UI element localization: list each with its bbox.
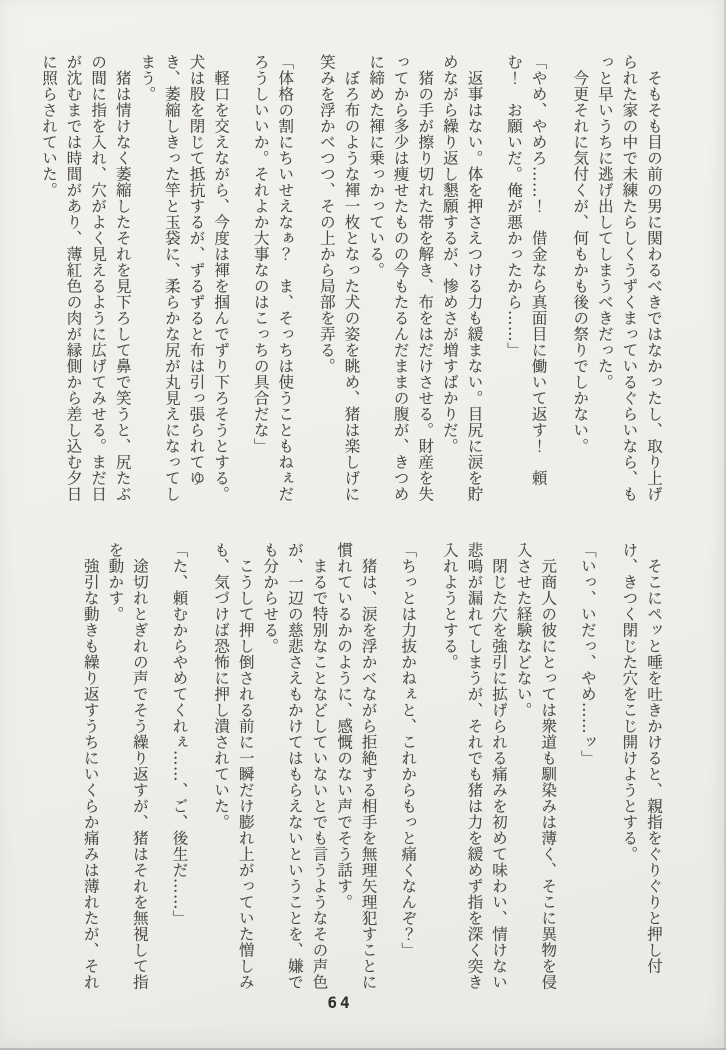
- page-number: 64: [327, 993, 353, 1012]
- paragraph: 返事はない。体を押さえつける力も緩まない。目尻に涙を貯めながら繰り返し懇願するが、惨めさが増すばかりだ。: [440, 54, 484, 502]
- paragraph: 軽口を交えながら、今度は褌を掴んでずり下ろそうとする。: [212, 69, 231, 502]
- paragraph: そもそも目の前の男に関わるべきではなかったし、取り上げられた家の中で未練たらしくうずくまっているぐらいなら、もっと早いうちに逃げ出してしまうべきだった。: [595, 54, 663, 502]
- paragraph: 今更それに気付くが、何もかも後の祭りでしかない。: [571, 69, 590, 454]
- paragraph: ぼろ布のような褌一枚となった犬の姿を眺め、猪は楽しげに笑みを浮かべつつ、その上から局部を弄る。: [317, 54, 361, 502]
- paragraph: まるで特別なことなどしていないとでも言うようなその声色が、一辺の慈悲さえもかけてはもらえないということを、嫌でも分からせる。: [261, 542, 329, 990]
- paragraph: 犬は股を閉じて抵抗するが、ずるずると布は引っ張られてゆき、萎縮しきった竿と玉袋に、柔らかな尻が丸見えになってしまう。: [138, 54, 206, 502]
- text-block-bottom: [18, 542, 666, 994]
- paragraph: 「体格の割にちいせえなぁ？ ま、そっちは使うこともねぇだろうしいいか。それよか大事なのはこっちの具合だな」: [251, 54, 295, 502]
- paragraph: 猪は情けなく萎縮したそれを見下ろして鼻で笑うと、尻たぶの間に指を入れ、穴がよく見えるように広げてみせる。まだ日が沈むまでは時間があり、薄紅色の肉が縁側から差し込む夕日に照らされていた。: [39, 54, 132, 502]
- paragraph: 「た、頼むからやめてくれぇ……、ご、後生だ……」: [170, 542, 189, 926]
- paragraph: 「やめ、やめろ……！ 借金なら真面目に働いて返す！ 頼む！ お願いだ。俺が悪かったから……」: [505, 54, 548, 486]
- paragraph: 猪は、涙を浮かべながら拒絶する相手を無理矢理犯すことに慣れているかのように、感慨のない声でそう話す。: [335, 542, 378, 990]
- text-block-top: [18, 54, 666, 506]
- paragraph: 途切れとぎれの声でそう繰り返すが、猪はそれを無視して指を動かす。: [106, 542, 149, 990]
- paragraph: そこにペッと唾を吐きかけると、親指をぐりぐりと押し付け、きつく閉じた穴をこじ開けようとする。: [620, 542, 663, 974]
- paragraph: 猪の手が擦り切れた帯を解き、布をはだけさせる。財産を失ってから多少は痩せたものの今もたるんだままの腹が、きつめに締めた褌に乗っかっている。: [367, 54, 435, 502]
- paragraph: こうして押し倒される前に一瞬だけ膨れ上がっていた憎しみも、気づけば恐怖に押し潰されていた。: [212, 542, 255, 990]
- paragraph: 元商人の彼にとっては衆道も馴染みは薄く、そこに異物を侵入させた経験などない。: [514, 542, 558, 990]
- paragraph: 「ちっとは力抜かねぇと、これからもっと痛くなんぞ？」: [399, 542, 418, 958]
- paragraph: 閉じた穴を強引に拡げられる痛みを初めて味わい、情けない悲鳴が漏れてしまうが、それでも猪は力を緩めず指を深く突き入れようとする。: [440, 542, 509, 990]
- paragraph: 「いっ、いだっ、やめ……ッ」: [578, 542, 597, 766]
- paragraph: 強引な動きも繰り返すうちにいくらか痛みは薄れたが、それ: [81, 557, 100, 990]
